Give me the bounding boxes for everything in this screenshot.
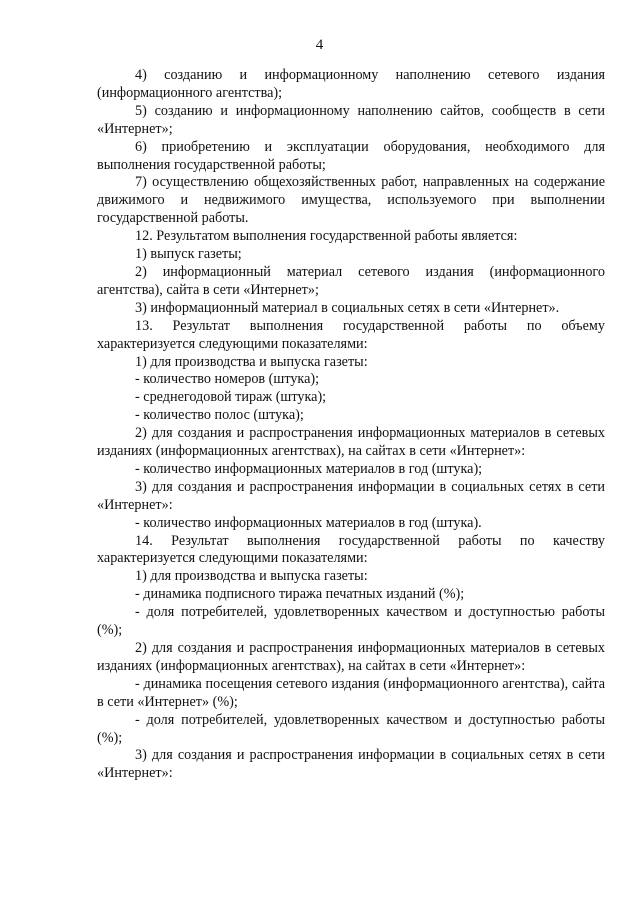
paragraph-14-1-b: - доля потребителей, удовлетворенных качеством и доступностью работы (%);: [97, 604, 605, 639]
paragraph-13-3-a: - количество информационных материалов в год (штука).: [135, 514, 482, 531]
paragraph-14-1: 1) для производства и выпуска газеты:: [135, 568, 368, 585]
paragraph-14-2-b: - доля потребителей, удовлетворенных качеством и доступностью работы (%);: [97, 711, 605, 746]
paragraph-section-13: 13. Результат выполнения государственной работы по объему характеризуется следующими показателями:: [97, 317, 605, 352]
paragraph-item-7: 7) осуществлению общехозяйственных работ, направленных на содержание движимого и недвижимого имущества, используемого при выполнении государственной работы.: [97, 174, 605, 227]
page-number: 4: [315, 37, 324, 53]
paragraph-section-12: 12. Результатом выполнения государственной работы является:: [135, 228, 518, 245]
paragraph-13-3: 3) для создания и распространения информации в социальных сетях в сети «Интернет»:: [97, 478, 605, 513]
paragraph-13-1-b: - среднегодовой тираж (штука);: [135, 389, 327, 406]
paragraph-14-1-a: - динамика подписного тиража печатных изданий (%);: [135, 586, 465, 603]
paragraph-12-1: 1) выпуск газеты;: [135, 246, 242, 263]
paragraph-12-3: 3) информационный материал в социальных сетях в сети «Интернет».: [135, 299, 560, 316]
document-body: [97, 67, 605, 783]
paragraph-13-1-c: - количество полос (штука);: [135, 407, 304, 424]
paragraph-13-1: 1) для производства и выпуска газеты:: [135, 353, 368, 370]
paragraph-13-2: 2) для создания и распространения информационных материалов в сетевых изданиях (информационных агентствах), на сайтах в сети «Интернет»:: [97, 425, 605, 460]
paragraph-item-4: 4) созданию и информационному наполнению сетевого издания (информационного агентства);: [97, 67, 605, 101]
paragraph-item-6: 6) приобретению и эксплуатации оборудования, необходимого для выполнения государственной работы;: [97, 138, 605, 173]
paragraph-14-2-a: - динамика посещения сетевого издания (информационного агентства), сайта в сети «Интернет» (%);: [97, 675, 605, 710]
paragraph-item-5: 5) созданию и информационному наполнению сайтов, сообществ в сети «Интернет»;: [97, 102, 605, 137]
paragraph-13-1-a: - количество номеров (штука);: [135, 371, 320, 388]
paragraph-14-3: 3) для создания и распространения информации в социальных сетях в сети «Интернет»:: [97, 747, 605, 782]
paragraph-14-2: 2) для создания и распространения информационных материалов в сетевых изданиях (информационных агентствах), на сайтах в сети «Интернет»:: [97, 640, 605, 674]
paragraph-section-14: 14. Результат выполнения государственной работы по качеству характеризуется следующими показателями:: [97, 532, 605, 567]
paragraph-12-2: 2) информационный материал сетевого издания (информационного агентства), сайта в сети «Интернет»;: [97, 263, 605, 298]
paragraph-13-2-a: - количество информационных материалов в год (штука);: [135, 460, 483, 477]
